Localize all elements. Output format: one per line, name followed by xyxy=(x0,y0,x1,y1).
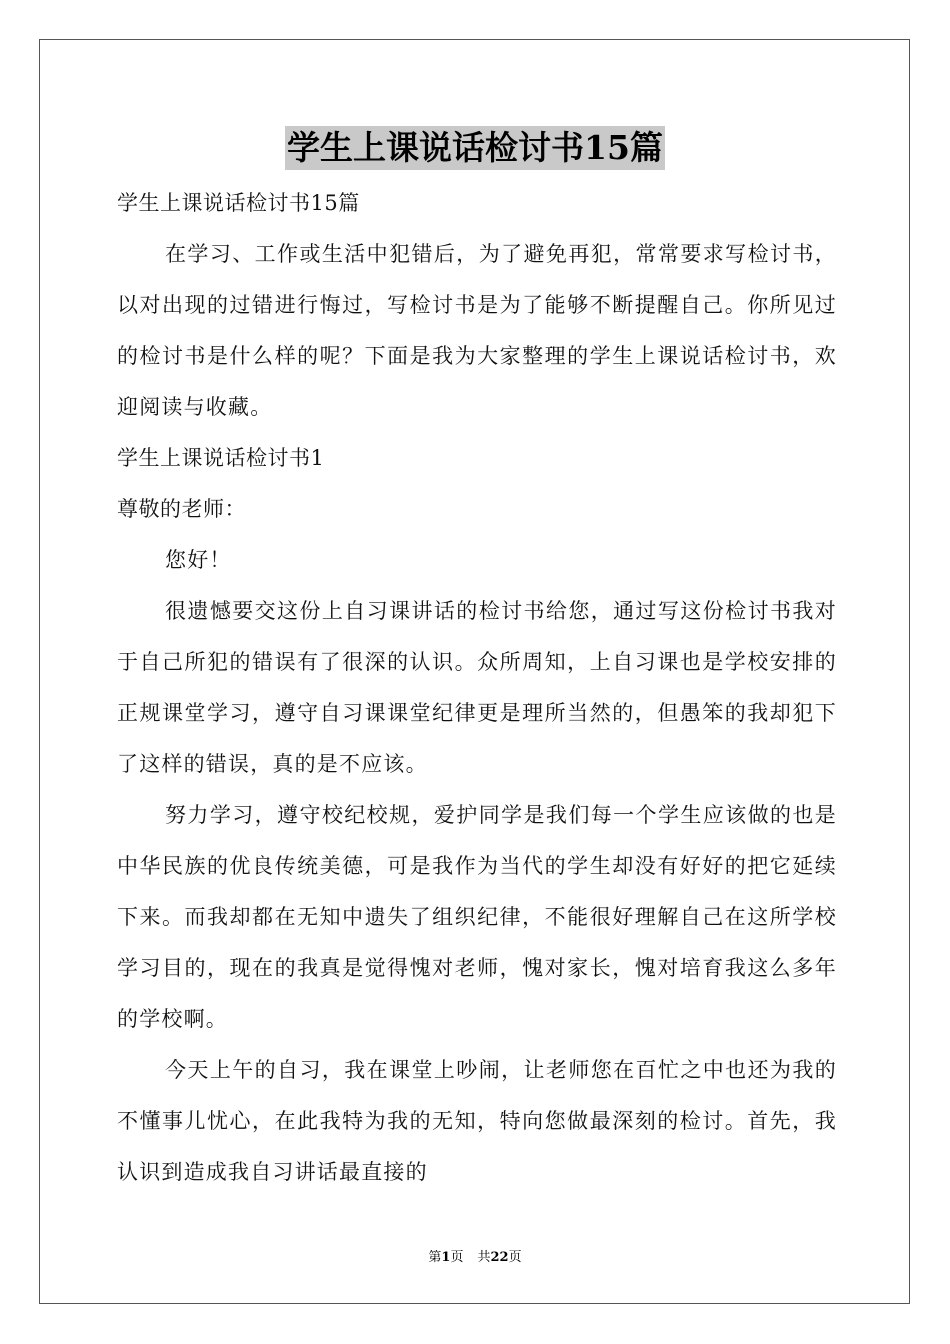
total-prefix: 共 xyxy=(477,1250,491,1265)
total-pages: 22 xyxy=(490,1250,509,1265)
page-number: 1 xyxy=(441,1250,451,1265)
body-paragraph: 今天上午的自习，我在课堂上吵闹，让老师您在百忙之中也还为我的不懂事儿忧心，在此我特为我的无知，特向您做最深刻的检讨。首先，我认识到造成我自习讲话最直接的 xyxy=(117,1058,837,1184)
greeting: 您好！ xyxy=(165,548,232,572)
section-heading: 学生上课说话检讨书1 xyxy=(117,446,325,470)
title-container xyxy=(0,126,950,170)
intro-paragraph: 在学习、工作或生活中犯错后，为了避免再犯，常常要求写检讨书，以对出现的过错进行悔过，写检讨书是为了能够不断提醒自己。你所见过的检讨书是什么样的呢？下面是我为大家整理的学生上课说话检讨书，欢迎阅读与收藏。 xyxy=(117,242,837,419)
document-subtitle: 学生上课说话检讨书15篇 xyxy=(117,191,360,215)
page-suffix: 页 xyxy=(450,1250,464,1265)
page-prefix: 第 xyxy=(428,1250,442,1265)
document-title: 学生上课说话检讨书15篇 xyxy=(285,126,665,170)
total-suffix: 页 xyxy=(508,1250,522,1265)
document-body xyxy=(117,178,837,1198)
body-paragraph: 很遗憾要交这份上自习课讲话的检讨书给您，通过写这份检讨书我对于自己所犯的错误有了很深的认识。众所周知，上自习课也是学校安排的正规课堂学习，遵守自习课课堂纪律更是理所当然的，但愚笨的我却犯下了这样的错误，真的是不应该。 xyxy=(117,599,837,776)
salutation: 尊敬的老师： xyxy=(117,497,246,521)
body-paragraph: 努力学习，遵守校纪校规，爱护同学是我们每一个学生应该做的也是中华民族的优良传统美德，可是我作为当代的学生却没有好好的把它延续下来。而我却都在无知中遗失了组织纪律，不能很好理解自己在这所学校学习目的，现在的我真是觉得愧对老师，愧对家长，愧对培育我这么多年的学校啊。 xyxy=(117,803,837,1031)
page-footer xyxy=(0,1246,950,1265)
